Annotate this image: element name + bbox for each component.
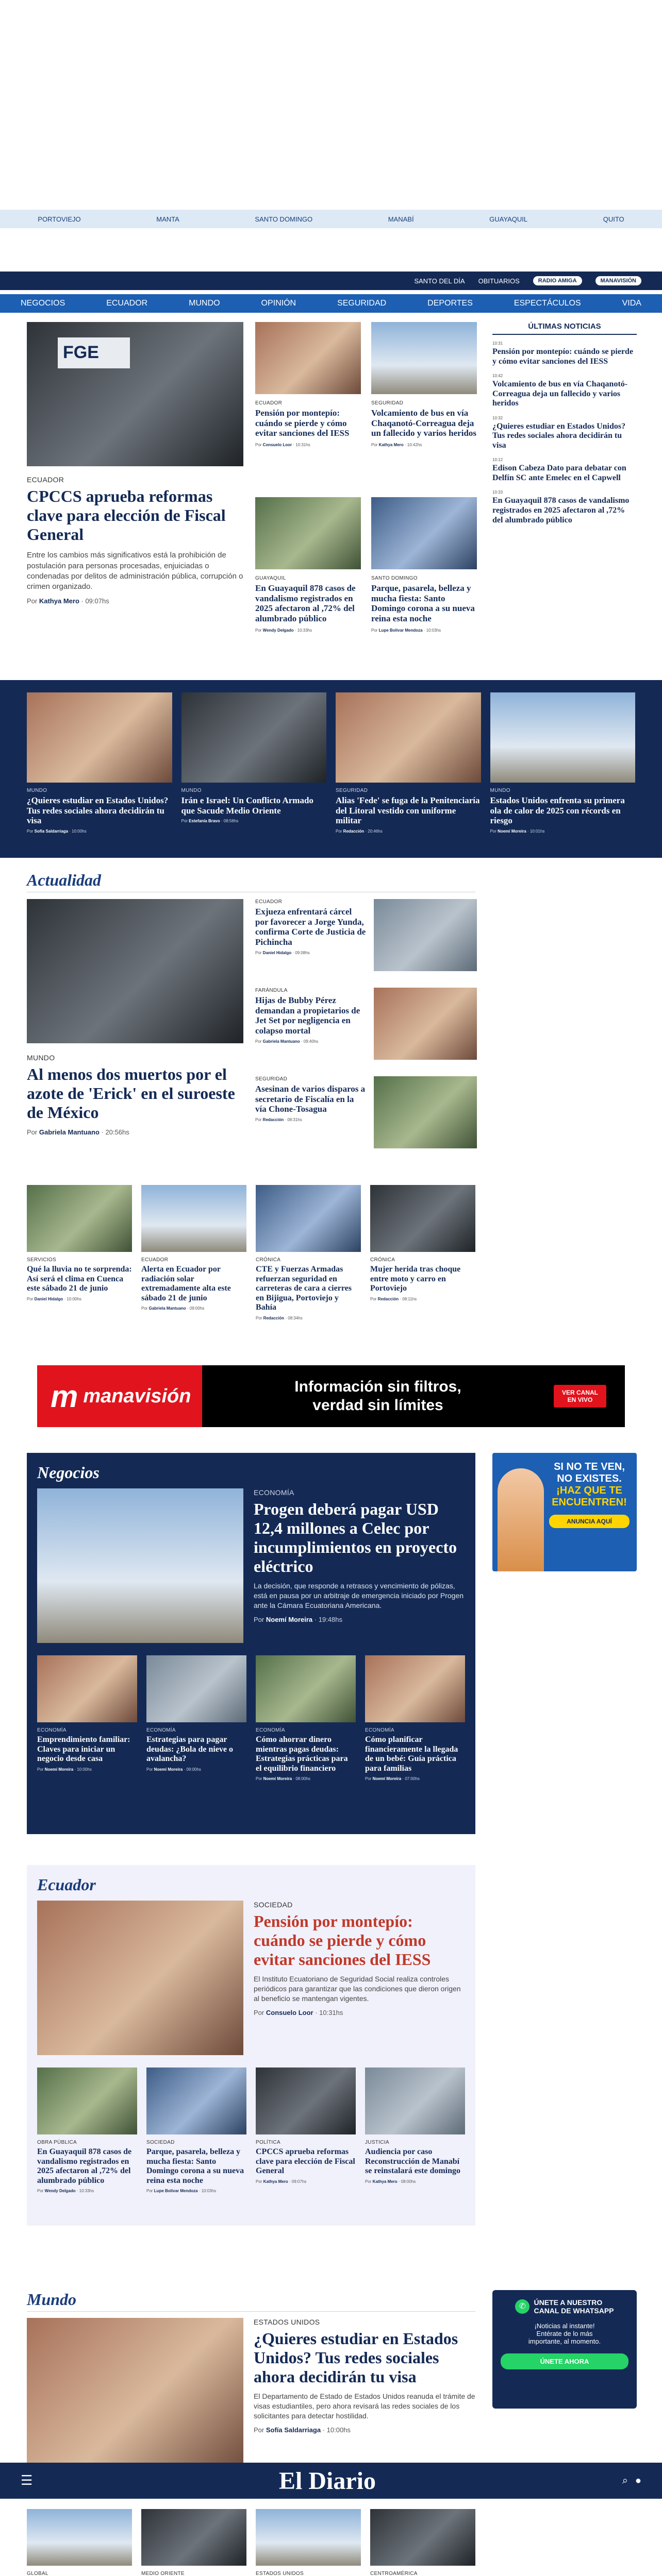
city-link-santo-domingo[interactable]: SANTO DOMINGO (255, 215, 313, 223)
mundo-heading[interactable]: Mundo (27, 2290, 77, 2309)
top-card-category: SANTO DOMINGO (371, 575, 418, 581)
band-card[interactable]: MUNDO ¿Quieres estudiar en Estados Unidos? Tus redes sociales ahora decidirán tu visa Por Sofía Saldarriaga · 10:00hs (27, 692, 172, 845)
mundo-main-title[interactable]: ¿Quieres estudiar en Estados Unidos? Tus redes sociales ahora decidirán tu visa (254, 2329, 458, 2386)
nav-deportes[interactable]: DEPORTES (427, 299, 473, 308)
top-card-category: ECUADOR (255, 400, 283, 406)
ver-canal-button[interactable]: VER CANAL EN VIVO (554, 1385, 606, 1408)
negocios-main-image (37, 1488, 243, 1643)
top-card[interactable] (371, 497, 477, 633)
top-card-byline: Por Kathya Mero · 10:42hs (371, 443, 422, 448)
lead-story-author[interactable]: Kathya Mero (39, 597, 79, 605)
top-card[interactable] (255, 322, 361, 447)
row-card[interactable]: SERVICIOS Qué la lluvia no te sorprenda: Así será el clima en Cuenca este sábado 21 de junio Por Daniel Hidalgo · 10:00hs (27, 1185, 132, 1320)
nav-mundo[interactable]: MUNDO (189, 299, 220, 308)
search-icon[interactable]: ⌕ (622, 2475, 628, 2486)
lead-story[interactable] (27, 322, 243, 662)
manavision-banner[interactable] (37, 1365, 625, 1427)
actualidad-heading[interactable]: Actualidad (27, 871, 102, 889)
city-link-guayaquil[interactable]: GUAYAQUIL (489, 215, 528, 223)
ultimas-item[interactable]: 10:42 Volcamiento de bus en vía Chaqanotó-Correaguа deja un fallecido y varios heridos (492, 374, 628, 408)
negocios-main-title[interactable]: Progen deberá pagar USD 12,4 millones a Celec por incumplimientos en proyecto eléctrico (254, 1500, 457, 1576)
nav-ecuador[interactable]: ECUADOR (106, 299, 148, 308)
ultimas-heading: ÚLTIMAS NOTICIAS (492, 322, 637, 335)
row-card[interactable]: ECONOMÍA Cómo planificar financieramente la llegada de un bebé: Guía práctica para familias Por Noemí Moreira · 07:00hs (365, 1655, 465, 1781)
side-item[interactable]: FARÁNDULA Hijas de Bubby Pérez demandan a propietarios de Jet Set por negligencia en colapso mortal Por Gabriela Mantuano · 09:40hs (255, 988, 477, 1065)
ultimas-noticias (492, 322, 637, 631)
actualidad-section (27, 871, 475, 892)
lead-story-byline: Por Kathya Mero · 09:07hs (27, 597, 109, 605)
ecuador-main[interactable]: SOCIEDAD Pensión por montepío: cuándo se pierde y cómo evitar sanciones del IESS El Instituto Ecuatoriano de Seguridad Social realiza controles periódicos para garantizar que las condiciones que dieron origen al beneficio se mantengan vigentes. Por Consuelo Loor · 10:31hs (37, 1901, 465, 2055)
row-card[interactable]: CRÓNICA Mujer herida tras choque entre moto y carro en Portoviejo Por Redacción · 08:11hs (370, 1185, 475, 1320)
nav-espectaculos[interactable]: ESPECTÁCULOS (514, 299, 581, 308)
obituarios-link[interactable]: OBITUARIOS (478, 277, 520, 285)
anuncia-aqui-button[interactable]: ANUNCIA AQUÍ (549, 1515, 630, 1528)
band-card-image (181, 692, 327, 783)
row-card[interactable]: JUSTICIA Audiencia por caso Reconstrucción de Manabí se reinstalará este domingo Por Kathya Mero · 08:00hs (365, 2067, 465, 2193)
main-nav (0, 294, 662, 313)
mundo-section (27, 2290, 475, 2472)
band-card[interactable]: MUNDO Irán e Israel: Un Conflicto Armado que Sacude Medio Oriente Por Estefanía Bravo · 08:56hs (181, 692, 327, 845)
row-card[interactable]: CRÓNICA CTE y Fuerzas Armadas refuerzan seguridad en carreteras de cara a cierres en Bijigua, Portoviejo y Bahía Por Redacción · 08:34hs (256, 1185, 361, 1320)
site-logo[interactable]: El Diario (279, 2467, 376, 2495)
band-card-image (336, 692, 481, 783)
ad-person-image (498, 1468, 544, 1571)
fge-logo-sign: FGE (58, 337, 130, 368)
band-card[interactable]: MUNDO Estados Unidos enfrenta su primera ola de calor de 2025 con récords en riesgo Por Noemí Moreira · 10:01hs (490, 692, 636, 845)
ecuador-heading[interactable]: Ecuador (37, 1875, 96, 1894)
top-card-category: GUAYAQUIL (255, 575, 286, 581)
top-card-title[interactable]: Pensión por montepío: cuándo se pierde y cómo evitar sanciones del IESS (255, 408, 350, 438)
nav-negocios[interactable]: NEGOCIOS (21, 299, 65, 308)
top-card[interactable] (371, 322, 477, 447)
row-card[interactable]: CENTROAMÉRICA (370, 2509, 475, 2576)
manavision-button[interactable]: MANAVISIÓN (595, 276, 641, 285)
negocios-heading[interactable]: Negocios (37, 1463, 100, 1482)
side-item-image (374, 1076, 477, 1148)
top-card-byline: Por Consuelo Loor · 10:31hs (255, 443, 310, 448)
city-link-portoviejo[interactable]: PORTOVIEJO (38, 215, 81, 223)
actualidad-main-image (27, 899, 243, 1043)
row-card[interactable]: POLÍTICA CPCCS aprueba reformas clave para elección de Fiscal General Por Kathya Mero · 09:07hs (256, 2067, 356, 2193)
side-item-image (374, 899, 477, 971)
city-link-quito[interactable]: QUITO (603, 215, 624, 223)
city-link-manabi[interactable]: MANABÍ (388, 215, 414, 223)
mundo-row (27, 2509, 475, 2576)
sticky-header (0, 2463, 662, 2499)
actualidad-main-title[interactable]: Al menos dos muertos por el azote de 'Erick' en el suroeste de México (27, 1065, 235, 1122)
row-card[interactable]: ECUADOR Alerta en Ecuador por radiación solar extremadamente alta este sábado 21 de junio Por Gabriela Mantuano · 09:00hs (141, 1185, 246, 1320)
row-card[interactable]: MEDIO ORIENTE (141, 2509, 246, 2576)
row-card[interactable]: ECONOMÍA Cómo ahorrar dinero mientras pagas deudas: Estrategias prácticas para el equilibrio financiero Por Noemí Moreira · 08:00hs (256, 1655, 356, 1781)
side-item[interactable]: ECUADOR Exjueza enfrentará cárcel por favorecer a Jorge Yunda, confirma Corte de Justicia de Pichincha Por Daniel Hidalgo · 09:08hs (255, 899, 477, 976)
actualidad-main[interactable]: MUNDO Al menos dos muertos por el azote de 'Erick' en el suroeste de México Por Gabriela Mantuano · 20:56hs (27, 899, 243, 1136)
whatsapp-ad[interactable]: ✆ ÚNETE A NUESTRO CANAL DE WHATSAPP ¡Noticias al instante! Entérate de lo más importante, al momento. ÚNETE AHORA (492, 2290, 637, 2409)
ultimas-item[interactable]: 10:12 Edison Cabeza Dato para debatar con Delfín SC ante Emelec en el Capwell (492, 457, 626, 482)
ecuador-main-image (37, 1901, 243, 2055)
ecuador-main-title[interactable]: Pensión por montepío: cuándo se pierde y cómo evitar sanciones del IESS (254, 1912, 431, 1969)
side-item-image (374, 988, 477, 1060)
lead-story-image (27, 322, 243, 466)
top-card-image (255, 322, 361, 394)
top-card-image (255, 497, 361, 569)
row-card[interactable]: ECONOMÍA Emprendimiento familiar: Claves para iniciar un negocio desde casa Por Noemí Moreira · 10:00hs (37, 1655, 137, 1781)
menu-icon[interactable]: ☰ (21, 2473, 33, 2488)
city-bar (0, 210, 662, 228)
lead-story-category: ECUADOR (27, 476, 64, 484)
whatsapp-icon: ✆ (515, 2299, 529, 2314)
band-card[interactable]: SEGURIDAD Alias 'Fede' se fuga de la Penitenciaría del Litoral vestido con uniforme militar Por Redacción · 20:46hs (336, 692, 481, 845)
world-band (0, 680, 662, 858)
top-bar (0, 272, 662, 290)
row-card[interactable]: ESTADOS UNIDOS (256, 2509, 361, 2576)
band-card-image (27, 692, 172, 783)
top-card-image (371, 322, 477, 394)
top-card-image (371, 497, 477, 569)
side-item[interactable]: SEGURIDAD Asesinan de varios disparos a secretario de Fiscalía en la vía Chone-Tosagua Por Redacción · 08:31hs (255, 1076, 477, 1154)
user-icon[interactable]: ● (635, 2475, 641, 2486)
ultimas-item[interactable]: 10:33 En Guayaquil 878 casos de vandalismo registrados en 2025 afectaron al ,72% del alumbrado público (492, 490, 630, 524)
actualidad-row (27, 1185, 475, 1320)
actualidad-side (255, 899, 477, 1154)
city-link-manta[interactable]: MANTA (156, 215, 179, 223)
lead-story-title[interactable]: CPCCS aprueba reformas clave para elección de Fiscal General (27, 487, 226, 544)
top-card-title[interactable]: Parque, pasarela, belleza y mucha fiesta: Santo Domingo corona a su nueva reina esta noche (371, 583, 475, 624)
top-card-title[interactable]: En Guayaquil 878 casos de vandalismo registrados en 2025 afectaron al ,72% del alumbrado público (255, 583, 356, 624)
radio-amiga-button[interactable]: RADIO AMIGA (533, 276, 582, 285)
top-card[interactable] (255, 497, 361, 633)
unete-ahora-button[interactable]: ÚNETE AHORA (501, 2353, 628, 2369)
ultimas-item[interactable]: 10:32 ¿Quieres estudiar en Estados Unidos? Tus redes sociales ahora decidirán tu visa (492, 415, 626, 450)
ecuador-row (37, 2067, 465, 2193)
ecuador-section (27, 1865, 475, 2226)
mundo-main[interactable]: ESTADOS UNIDOS ¿Quieres estudiar en Estados Unidos? Tus redes sociales ahora decidirán tu visa El Departamento de Estado de Estados Unidos reanuda el trámite de visas estudiantiles, pero ahora revisará las redes sociales de los solicitantes para detectar hostilidad. Por Sofía Saldarriaga · 10:00hs (27, 2318, 475, 2472)
top-card-byline: Por Wendy Delgado · 10:33hs (255, 628, 312, 633)
nav-opinion[interactable]: OPINIÓN (261, 299, 296, 308)
mundo-main-image (27, 2318, 243, 2472)
top-card-category: SEGURIDAD (371, 400, 404, 406)
negocios-row (37, 1655, 465, 1781)
manavision-logo: m manavisión (37, 1365, 202, 1427)
row-card[interactable]: SOCIEDAD Parque, pasarela, belleza y mucha fiesta: Santo Domingo corona a su nueva reina esta noche Por Lupe Bolivar Mendoza · 10:03hs (146, 2067, 246, 2193)
lead-story-summary: Entre los cambios más significativos está la prohibición de postulación para personas procesadas, enjuiciadas o condenadas por delitos de administración pública, corrupción o crimen organizado. (27, 551, 243, 591)
ultimas-item[interactable]: 10:31 Pensión por montepío: cuándo se pierde y cómo evitar sanciones del IESS (492, 341, 634, 366)
top-card-title[interactable]: Volcamiento de bus en vía Chaqanotó-Correaguа deja un fallecido y varios heridos (371, 408, 477, 438)
negocios-section (27, 1453, 475, 1834)
band-card-image (490, 692, 636, 783)
row-card[interactable]: ECONOMÍA Estrategias para pagar deudas: ¿Bola de nieve o avalancha? Por Noemí Moreira · 09:00hs (146, 1655, 246, 1781)
top-grid (255, 322, 477, 667)
advertise-ad[interactable]: SI NO TE VEN, NO EXISTES. ¡HAZ QUE TE ENCUENTREN! ANUNCIA AQUÍ (492, 1453, 637, 1571)
row-card[interactable]: OBRA PÚBLICA En Guayaquil 878 casos de vandalismo registrados en 2025 afectaron al ,72% del alumbrado público Por Wendy Delgado · 10:33hs (37, 2067, 137, 2193)
santo-del-dia-link[interactable]: SANTO DEL DÍA (414, 277, 465, 285)
row-card[interactable]: GLOBAL (27, 2509, 132, 2576)
banner-tagline: Información sin filtros, verdad sin límites (294, 1378, 461, 1414)
negocios-main[interactable]: ECONOMÍA Progen deberá pagar USD 12,4 millones a Celec por incumplimientos en proyecto eléctrico La decisión, que responde a retrasos y vencimiento de pólizas, está en pausa por un arbitraje de emergencia iniciado por Progen ante la Cámara Ecuatoriana Americana. Por Noemí Moreira · 19:48hs (37, 1488, 465, 1643)
nav-seguridad[interactable]: SEGURIDAD (337, 299, 387, 308)
nav-vida[interactable]: VIDA (622, 299, 641, 308)
top-card-byline: Por Lupe Bolivar Mendoza · 10:03hs (371, 628, 441, 633)
